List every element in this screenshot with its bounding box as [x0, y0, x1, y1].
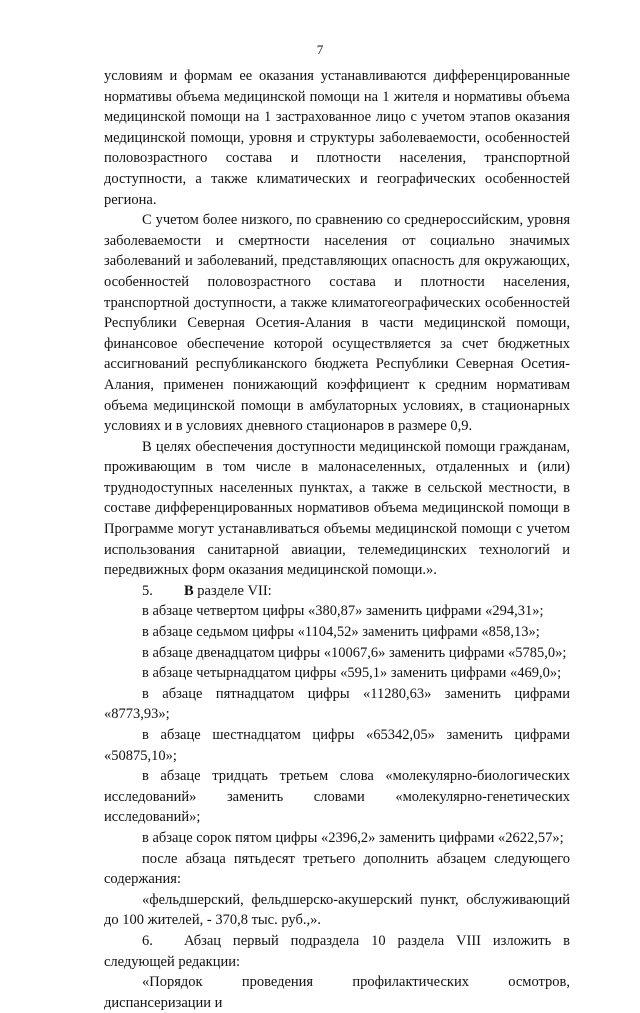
amendment-line: «фельдшерский, фельдшерско-акушерский пункт, обслуживающий до 100 жителей, - 370,8 тыс. руб.,».	[104, 891, 570, 929]
paragraph: условиям и формам ее оказания устанавливаются дифференцированные нормативы объема медицинской помощи на 1 жителя и нормативы объема медицинской помощи на 1 застрахованное лицо с учетом этапов оказания медицинской помощи, уровня и структуры заболеваемости, особенностей половозрастного состава и плотности населения, транспортной доступности, а также климатических и географических особенностей региона.	[104, 68, 570, 208]
paragraph: В целях обеспечения доступности медицинской помощи гражданам, проживающим в том числе в малонаселенных, отдаленных и (или) труднодоступных населенных пунктах, а также в сельской местности, в составе дифференцированных нормативов объема медицинской помощи в Программе могут устанавливаться объемы медицинской помощи с учетом использования санитарной авиации, телемедицинских технологий и передвижных форм оказания медицинской помощи.».	[104, 438, 570, 579]
amendment-line: в абзаце шестнадцатом цифры «65342,05» заменить цифрами «50875,10»;	[104, 727, 570, 764]
page-number: 7	[316, 42, 324, 57]
list-item-5	[104, 581, 570, 602]
item-number: 6.	[142, 932, 153, 949]
amendment-line: в абзаце двенадцатом цифры «10067,6» заменить цифрами «5785,0»;	[142, 644, 567, 661]
amendment-line: в абзаце седьмом цифры «1104,52» заменить цифрами «858,13»;	[142, 624, 540, 641]
amendment-line: в абзаце четвертом цифры «380,87» заменить цифрами «294,31»;	[142, 603, 544, 620]
amendment-line: в абзаце пятнадцатом цифры «11280,63» заменить цифрами «8773,93»;	[104, 685, 570, 723]
list-item-6	[104, 931, 570, 972]
document-body	[104, 66, 570, 1013]
item-number: 5.	[142, 582, 153, 599]
item-text: Абзац первый подраздела 10 раздела VIII изложить в следующей редакции:	[104, 932, 570, 970]
amendment-line: в абзаце тридцать третьем слова «молекулярно-биологических исследований» заменить словами «молекулярно-генетических исследований»;	[104, 768, 570, 826]
paragraph: «Порядок проведения профилактических осмотров, диспансеризации и	[104, 974, 570, 1011]
paragraph: С учетом более низкого, по сравнению со среднероссийским, уровня заболеваемости и смертности населения от социально значимых заболеваний и заболеваний, представляющих опасность для окружающих, особенностей половозрастного состава и плотности населения, транспортной доступности, а также климатогеографических особенностей Республики Северная Осетия-Алания в части медицинской помощи, финансовое обеспечение которой осуществляется за счет бюджетных ассигнований республиканского бюджета Республики Северная Осетия-Алания, применен понижающий коэффициент к средним нормативам объема медицинской помощи в амбулаторных условиях, в стационарных условиях и в условиях дневного стационаров в размере 0,9.	[104, 212, 570, 435]
item-prefix: В	[184, 582, 194, 599]
item-text: разделе VII:	[193, 582, 272, 599]
amendment-line: в абзаце четырнадцатом цифры «595,1» заменить цифрами «469,0»;	[142, 665, 562, 682]
amendment-line: в абзаце сорок пятом цифры «2396,2» заменить цифрами «2622,57»;	[142, 829, 564, 846]
amendment-line: после абзаца пятьдесят третьего дополнить абзацем следующего содержания:	[104, 850, 570, 888]
